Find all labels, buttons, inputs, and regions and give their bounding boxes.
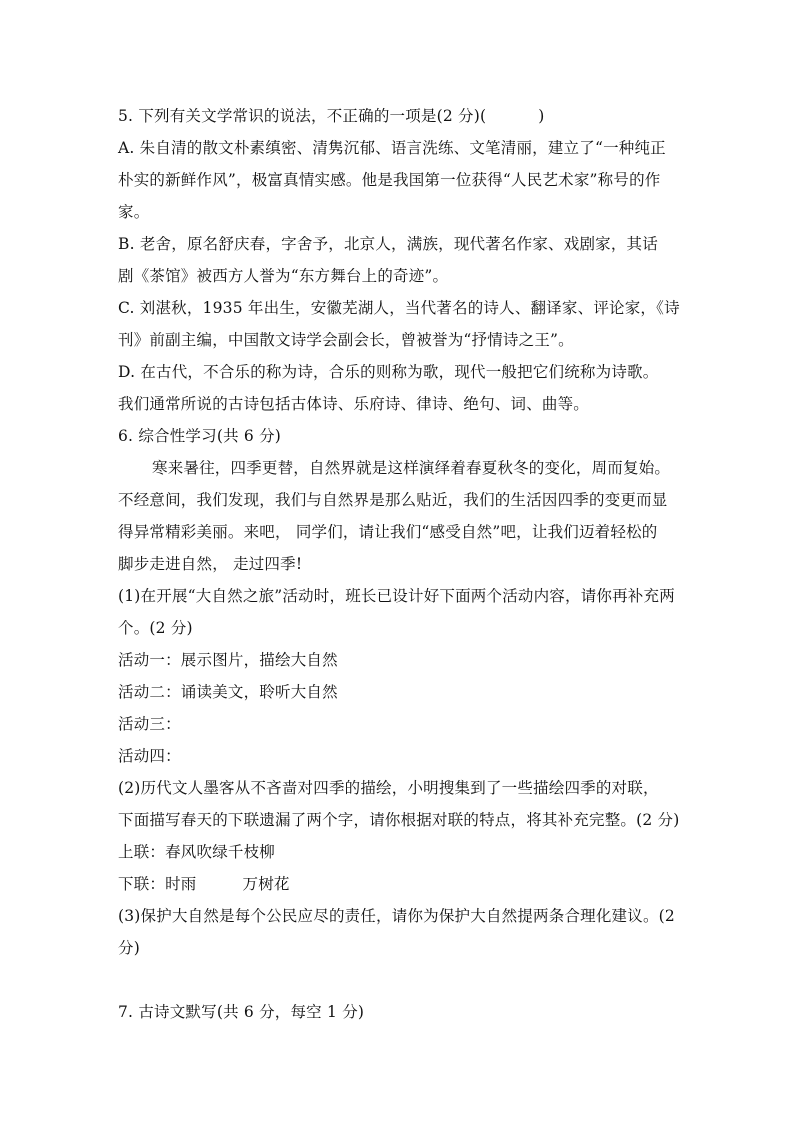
q7-title: 7. 古诗文默写(共 6 分，每空 1 分) — [118, 1003, 365, 1021]
activity-item: 活动四： — [118, 747, 181, 765]
document-page — [118, 100, 688, 1028]
activity-item: 活动二：诵读美文，聆听大自然 — [118, 683, 338, 701]
lower-couplet: 下联：时雨 万树花 — [118, 875, 290, 893]
q6-intro-line: 寒来暑往，四季更替，自然界就是这样演绎着春夏秋冬的变化，周而复始。 — [152, 459, 671, 477]
q5-title: 5. 下列有关文学常识的说法，不正确的一项是(2 分)( ) — [118, 107, 545, 125]
q5-option-c-line: 刊》前副主编，中国散文诗学会副会长，曾被誉为“抒情诗之王”。 — [118, 331, 574, 349]
q6-sub3-line: 分) — [118, 939, 140, 957]
q6-sub1-line: (1)在开展“大自然之旅”活动时，班长已设计好下面两个活动内容，请你再补充两 — [118, 587, 675, 605]
q6-intro-line: 不经意间，我们发现，我们与自然界是那么贴近，我们的生活因四季的变更而显 — [118, 491, 668, 509]
q6-sub2-line: (2)历代文人墨客从不吝啬对四季的描绘，小明搜集到了一些描绘四季的对联， — [118, 779, 659, 797]
spacer — [118, 964, 688, 996]
q5-option-d-line: 我们通常所说的古诗包括古体诗、乐府诗、律诗、绝句、词、曲等。 — [118, 395, 590, 413]
q5-option-a-line: A. 朱自清的散文朴素缜密、清隽沉郁、语言洗练、文笔清丽，建立了“一种纯正 — [118, 139, 666, 157]
q6-intro-line: 脚步走进自然， 走过四季! — [118, 555, 303, 573]
q6-sub2-line: 下面描写春天的下联遗漏了两个字，请你根据对联的特点，将其补充完整。(2 分) — [118, 811, 680, 829]
q6-title: 6. 综合性学习(共 6 分) — [118, 427, 282, 445]
q5-option-a-line: 朴实的新鲜作风”，极富真情实感。他是我国第一位获得“人民艺术家”称号的作 — [118, 171, 661, 189]
q5-option-b-line: B. 老舍，原名舒庆春，字舍予，北京人，满族，现代著名作家、戏剧家，其话 — [118, 235, 658, 253]
q5-option-c-line: C. 刘湛秋，1935 年出生，安徽芜湖人，当代著名的诗人、翻译家、评论家，《诗 — [118, 299, 680, 317]
q5-option-d-line: D. 在古代，不合乐的称为诗，合乐的则称为歌，现代一般把它们统称为诗歌。 — [118, 363, 659, 381]
activity-item: 活动三： — [118, 715, 181, 733]
q5-option-a-line: 家。 — [118, 203, 150, 221]
q6-sub3-line: (3)保护大自然是每个公民应尽的责任，请你为保护大自然提两条合理化建议。(2 — [118, 907, 675, 925]
q5-option-b-line: 剧《茶馆》被西方人誉为“东方舞台上的奇迹”。 — [118, 267, 449, 285]
upper-couplet: 上联：春风吹绿千枝柳 — [118, 843, 276, 861]
q6-sub1-line: 个。(2 分) — [118, 619, 193, 637]
q6-intro-line: 得异常精彩美丽。来吧， 同学们，请让我们“感受自然”吧，让我们迈着轻松的 — [118, 523, 658, 541]
activity-item: 活动一：展示图片，描绘大自然 — [118, 651, 338, 669]
